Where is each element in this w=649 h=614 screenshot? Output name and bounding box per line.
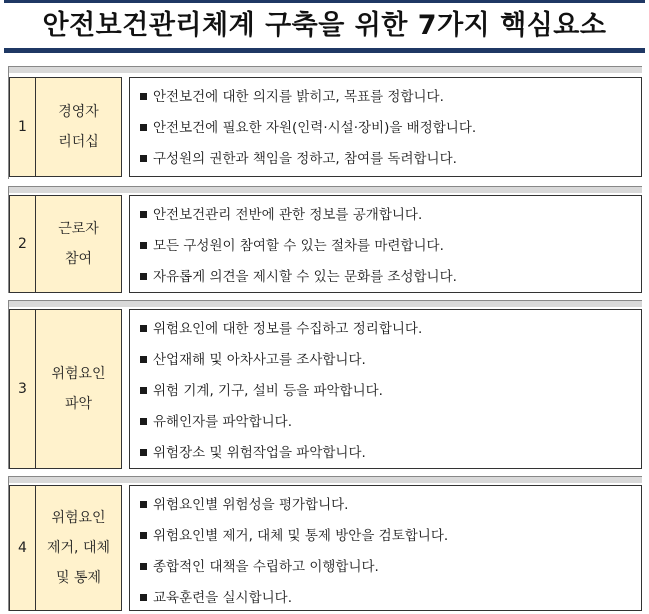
section-number: 4 [9, 485, 36, 611]
square-bullet-icon [140, 211, 147, 218]
section-label [35, 195, 122, 293]
square-bullet-icon [140, 325, 147, 332]
list-item: 산업재해 및 아차사고를 조사합니다. [140, 345, 641, 376]
section-label-line: 근로자 [58, 221, 99, 237]
section-label [35, 77, 122, 177]
section-items [129, 309, 642, 469]
section-band [9, 67, 642, 73]
list-item: 위험요인별 제거, 대체 및 통제 방안을 검토합니다. [140, 521, 641, 552]
section-band [9, 301, 642, 307]
section-hazard-identification [8, 300, 642, 469]
list-item: 안전보건에 대한 의지를 밝히고, 목표를 정합니다. [140, 82, 641, 113]
section-items [129, 485, 642, 611]
square-bullet-icon [140, 242, 147, 249]
list-item: 교육훈련을 실시합니다. [140, 583, 641, 614]
section-band [9, 477, 642, 483]
list-item: 위험 기계, 기구, 설비 등을 파악합니다. [140, 376, 641, 407]
list-item: 안전보건관리 전반에 관한 정보를 공개합니다. [140, 200, 641, 231]
square-bullet-icon [140, 356, 147, 363]
section-label-line: 및 통제 [55, 570, 102, 586]
list-item: 안전보건에 필요한 자원(인력·시설·장비)을 배정합니다. [140, 113, 641, 144]
list-item: 위험요인에 대한 정보를 수집하고 정리합니다. [140, 314, 641, 345]
section-label-line: 위험요인 [51, 510, 106, 526]
list-item: 구성원의 권한과 책임을 정하고, 참여를 독려합니다. [140, 144, 641, 175]
square-bullet-icon [140, 594, 147, 601]
section-label-line: 참여 [64, 251, 93, 267]
square-bullet-icon [140, 155, 147, 162]
list-item: 모든 구성원이 참여할 수 있는 절차를 마련합니다. [140, 231, 641, 262]
section-items [129, 77, 642, 177]
section-label [35, 485, 122, 611]
square-bullet-icon [140, 501, 147, 508]
section-label-line: 위험요인 [51, 366, 106, 382]
section-number: 3 [9, 309, 36, 469]
list-item: 위험장소 및 위험작업을 파악합니다. [140, 438, 641, 469]
list-item: 위험요인별 위험성을 평가합니다. [140, 490, 641, 521]
list-item: 유해인자를 파악합니다. [140, 407, 641, 438]
section-band [9, 187, 642, 193]
square-bullet-icon [140, 387, 147, 394]
page-title: 안전보건관리체계 구축을 위한 7가지 핵심요소 [42, 10, 607, 41]
title-bottom-rule [4, 48, 645, 53]
square-bullet-icon [140, 563, 147, 570]
list-item: 자유롭게 의견을 제시할 수 있는 문화를 조성합니다. [140, 262, 641, 293]
square-bullet-icon [140, 124, 147, 131]
section-label-line: 경영자 [58, 104, 99, 120]
section-number: 1 [9, 77, 36, 177]
section-label-line: 리더십 [58, 134, 99, 150]
section-items [129, 195, 642, 293]
square-bullet-icon [140, 418, 147, 425]
square-bullet-icon [140, 273, 147, 280]
title-top-rule [4, 0, 645, 3]
section-label-line: 파악 [64, 396, 93, 412]
section-hazard-control [8, 476, 642, 611]
section-label [35, 309, 122, 469]
section-leadership [8, 66, 642, 179]
section-label-line: 제거, 대체 [47, 540, 110, 556]
square-bullet-icon [140, 449, 147, 456]
square-bullet-icon [140, 532, 147, 539]
section-worker-participation [8, 186, 642, 293]
section-number: 2 [9, 195, 36, 293]
square-bullet-icon [140, 93, 147, 100]
list-item: 종합적인 대책을 수립하고 이행합니다. [140, 552, 641, 583]
